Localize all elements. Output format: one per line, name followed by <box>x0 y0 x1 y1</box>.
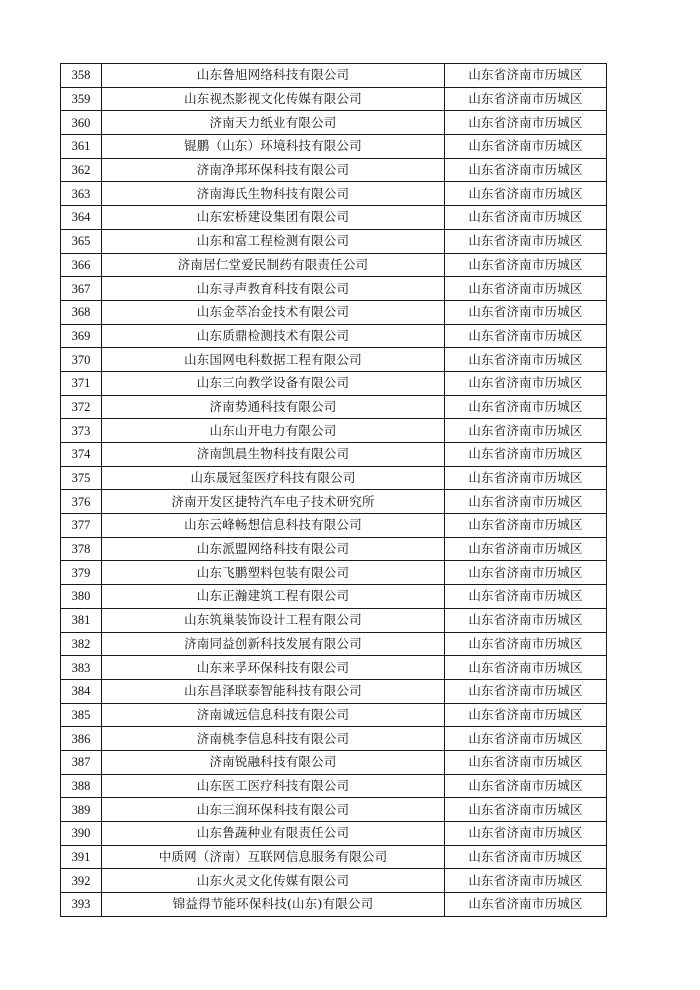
location-cell: 山东省济南市历城区 <box>445 229 607 253</box>
location-cell: 山东省济南市历城区 <box>445 395 607 419</box>
location-cell: 山东省济南市历城区 <box>445 750 607 774</box>
location-cell: 山东省济南市历城区 <box>445 300 607 324</box>
company-name-cell: 山东飞鹏塑料包装有限公司 <box>102 561 445 585</box>
location-cell: 山东省济南市历城区 <box>445 514 607 538</box>
table-row <box>61 869 607 893</box>
row-number-cell: 372 <box>61 395 102 419</box>
location-cell: 山东省济南市历城区 <box>445 419 607 443</box>
table-row <box>61 253 607 277</box>
location-cell: 山东省济南市历城区 <box>445 135 607 159</box>
row-number-cell: 387 <box>61 750 102 774</box>
row-number-cell: 378 <box>61 537 102 561</box>
table-row <box>61 585 607 609</box>
table-row <box>61 774 607 798</box>
row-number-cell: 388 <box>61 774 102 798</box>
company-name-cell: 山东国网电科数据工程有限公司 <box>102 348 445 372</box>
table-row <box>61 514 607 538</box>
row-number-cell: 392 <box>61 869 102 893</box>
location-cell: 山东省济南市历城区 <box>445 679 607 703</box>
row-number-cell: 383 <box>61 656 102 680</box>
location-cell: 山东省济南市历城区 <box>445 253 607 277</box>
row-number-cell: 379 <box>61 561 102 585</box>
location-cell: 山东省济南市历城区 <box>445 798 607 822</box>
row-number-cell: 391 <box>61 845 102 869</box>
company-name-cell: 山东质鼎检测技术有限公司 <box>102 324 445 348</box>
company-name-cell: 山东山开电力有限公司 <box>102 419 445 443</box>
company-name-cell: 山东视杰影视文化传媒有限公司 <box>102 87 445 111</box>
table-row <box>61 727 607 751</box>
row-number-cell: 367 <box>61 277 102 301</box>
table-row <box>61 419 607 443</box>
company-name-cell: 山东寻声教育科技有限公司 <box>102 277 445 301</box>
location-cell: 山东省济南市历城区 <box>445 608 607 632</box>
location-cell: 山东省济南市历城区 <box>445 277 607 301</box>
table-row <box>61 608 607 632</box>
row-number-cell: 362 <box>61 158 102 182</box>
company-name-cell: 山东火灵文化传媒有限公司 <box>102 869 445 893</box>
company-name-cell: 山东鲁旭网络科技有限公司 <box>102 64 445 88</box>
table-row <box>61 703 607 727</box>
row-number-cell: 373 <box>61 419 102 443</box>
table-row <box>61 798 607 822</box>
company-name-cell: 山东来孚环保科技有限公司 <box>102 656 445 680</box>
company-name-cell: 济南势通科技有限公司 <box>102 395 445 419</box>
row-number-cell: 381 <box>61 608 102 632</box>
table-row <box>61 277 607 301</box>
company-name-cell: 山东云峰畅想信息科技有限公司 <box>102 514 445 538</box>
location-cell: 山东省济南市历城区 <box>445 206 607 230</box>
company-name-cell: 济南锐融科技有限公司 <box>102 750 445 774</box>
company-name-cell: 山东三润环保科技有限公司 <box>102 798 445 822</box>
table-row <box>61 229 607 253</box>
location-cell: 山东省济南市历城区 <box>445 87 607 111</box>
location-cell: 山东省济南市历城区 <box>445 111 607 135</box>
table-row <box>61 111 607 135</box>
company-name-cell: 山东晟冠玺医疗科技有限公司 <box>102 466 445 490</box>
table-row <box>61 87 607 111</box>
location-cell: 山东省济南市历城区 <box>445 845 607 869</box>
row-number-cell: 368 <box>61 300 102 324</box>
table-row <box>61 206 607 230</box>
table-row <box>61 893 607 917</box>
row-number-cell: 358 <box>61 64 102 88</box>
table-row <box>61 466 607 490</box>
location-cell: 山东省济南市历城区 <box>445 158 607 182</box>
company-name-cell: 山东正瀚建筑工程有限公司 <box>102 585 445 609</box>
table-row <box>61 750 607 774</box>
company-name-cell: 山东三向教学设备有限公司 <box>102 371 445 395</box>
location-cell: 山东省济南市历城区 <box>445 703 607 727</box>
company-name-cell: 山东筑巢装饰设计工程有限公司 <box>102 608 445 632</box>
row-number-cell: 363 <box>61 182 102 206</box>
row-number-cell: 375 <box>61 466 102 490</box>
table-row <box>61 443 607 467</box>
company-name-cell: 山东鲁蔬种业有限责任公司 <box>102 822 445 846</box>
company-name-cell: 山东和富工程检测有限公司 <box>102 229 445 253</box>
location-cell: 山东省济南市历城区 <box>445 561 607 585</box>
company-name-cell: 济南天力纸业有限公司 <box>102 111 445 135</box>
table-row <box>61 845 607 869</box>
company-name-cell: 济南凯晨生物科技有限公司 <box>102 443 445 467</box>
row-number-cell: 384 <box>61 679 102 703</box>
company-name-cell: 济南诚远信息科技有限公司 <box>102 703 445 727</box>
table-row <box>61 371 607 395</box>
table-row <box>61 135 607 159</box>
company-name-cell: 济南开发区捷特汽车电子技术研究所 <box>102 490 445 514</box>
location-cell: 山东省济南市历城区 <box>445 656 607 680</box>
company-name-cell: 济南桃李信息科技有限公司 <box>102 727 445 751</box>
location-cell: 山东省济南市历城区 <box>445 774 607 798</box>
location-cell: 山东省济南市历城区 <box>445 537 607 561</box>
row-number-cell: 374 <box>61 443 102 467</box>
company-name-cell: 山东金萃冶金技术有限公司 <box>102 300 445 324</box>
location-cell: 山东省济南市历城区 <box>445 727 607 751</box>
table-row <box>61 64 607 88</box>
table-row <box>61 300 607 324</box>
row-number-cell: 364 <box>61 206 102 230</box>
location-cell: 山东省济南市历城区 <box>445 443 607 467</box>
row-number-cell: 376 <box>61 490 102 514</box>
location-cell: 山东省济南市历城区 <box>445 869 607 893</box>
location-cell: 山东省济南市历城区 <box>445 490 607 514</box>
row-number-cell: 393 <box>61 893 102 917</box>
table-row <box>61 561 607 585</box>
company-name-cell: 济南居仁堂爱民制药有限责任公司 <box>102 253 445 277</box>
row-number-cell: 377 <box>61 514 102 538</box>
location-cell: 山东省济南市历城区 <box>445 64 607 88</box>
location-cell: 山东省济南市历城区 <box>445 371 607 395</box>
table-row <box>61 158 607 182</box>
row-number-cell: 370 <box>61 348 102 372</box>
company-name-cell: 济南海氏生物科技有限公司 <box>102 182 445 206</box>
company-name-cell: 锦益得节能环保科技(山东)有限公司 <box>102 893 445 917</box>
row-number-cell: 385 <box>61 703 102 727</box>
company-list-table <box>60 63 607 917</box>
location-cell: 山东省济南市历城区 <box>445 466 607 490</box>
row-number-cell: 382 <box>61 632 102 656</box>
table-row <box>61 537 607 561</box>
location-cell: 山东省济南市历城区 <box>445 632 607 656</box>
row-number-cell: 365 <box>61 229 102 253</box>
company-name-cell: 山东派盟网络科技有限公司 <box>102 537 445 561</box>
row-number-cell: 369 <box>61 324 102 348</box>
table-row <box>61 656 607 680</box>
row-number-cell: 380 <box>61 585 102 609</box>
table-row <box>61 822 607 846</box>
table-row <box>61 182 607 206</box>
table-row <box>61 632 607 656</box>
location-cell: 山东省济南市历城区 <box>445 182 607 206</box>
row-number-cell: 366 <box>61 253 102 277</box>
table-row <box>61 679 607 703</box>
table-row <box>61 324 607 348</box>
location-cell: 山东省济南市历城区 <box>445 324 607 348</box>
company-name-cell: 山东宏桥建设集团有限公司 <box>102 206 445 230</box>
table-row <box>61 490 607 514</box>
row-number-cell: 360 <box>61 111 102 135</box>
row-number-cell: 390 <box>61 822 102 846</box>
company-name-cell: 济南同益创新科技发展有限公司 <box>102 632 445 656</box>
row-number-cell: 371 <box>61 371 102 395</box>
company-name-cell: 济南净邦环保科技有限公司 <box>102 158 445 182</box>
row-number-cell: 389 <box>61 798 102 822</box>
company-name-cell: 山东昌泽联泰智能科技有限公司 <box>102 679 445 703</box>
row-number-cell: 386 <box>61 727 102 751</box>
location-cell: 山东省济南市历城区 <box>445 893 607 917</box>
table-row <box>61 348 607 372</box>
table-body <box>61 64 607 917</box>
table-row <box>61 395 607 419</box>
company-name-cell: 山东医工医疗科技有限公司 <box>102 774 445 798</box>
location-cell: 山东省济南市历城区 <box>445 348 607 372</box>
company-name-cell: 锟鹏（山东）环境科技有限公司 <box>102 135 445 159</box>
row-number-cell: 359 <box>61 87 102 111</box>
location-cell: 山东省济南市历城区 <box>445 585 607 609</box>
row-number-cell: 361 <box>61 135 102 159</box>
company-name-cell: 中质网（济南）互联网信息服务有限公司 <box>102 845 445 869</box>
location-cell: 山东省济南市历城区 <box>445 822 607 846</box>
